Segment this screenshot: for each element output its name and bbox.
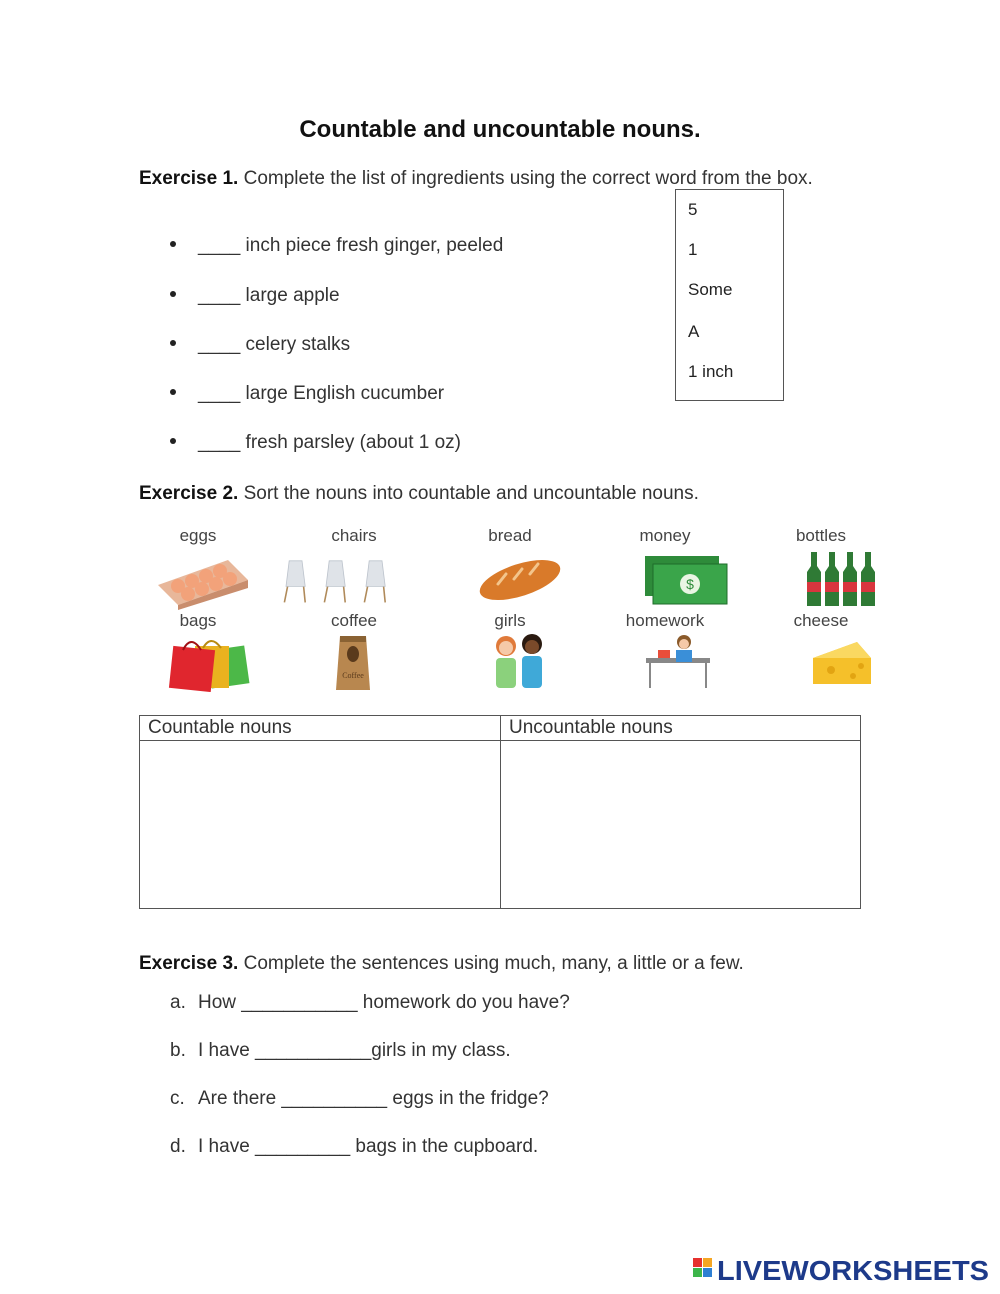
picture-label-bread: bread: [488, 526, 532, 545]
exercise2-label: Exercise 2.: [139, 483, 239, 504]
countable-header: Countable nouns: [140, 716, 501, 741]
logo-text: LIVEWORKSHEETS: [717, 1255, 989, 1286]
liveworksheets-logo: [693, 1252, 993, 1286]
picture-label-cheese: cheese: [793, 611, 849, 630]
ingredient-item: ____ fresh parsley (about 1 oz): [170, 432, 461, 454]
chairs-image: [278, 550, 398, 610]
homework-image: [618, 632, 738, 692]
ingredient-item: ____ large apple: [170, 285, 340, 307]
sorting-table: [139, 715, 861, 909]
svg-text:$: $: [686, 576, 694, 592]
coffee-bag-image: [294, 632, 414, 692]
page-title: Countable and uncountable nouns.: [299, 116, 701, 143]
picture-label-coffee: coffee: [330, 611, 377, 630]
bags-image: [155, 632, 275, 692]
picture-label-bottles: bottles: [795, 526, 847, 545]
exercise2-instruction: [139, 480, 699, 508]
picture-label-girls: girls: [494, 611, 526, 630]
countable-answer-cell[interactable]: [140, 741, 501, 909]
sentence-item: b. I have ___________girls in my class.: [170, 1040, 511, 1061]
exercise2-text: Sort the nouns into countable and uncountable nouns.: [243, 483, 699, 504]
girls-image: [460, 632, 580, 692]
sentence-item: c. Are there __________ eggs in the fridge?: [170, 1088, 549, 1109]
word-option[interactable]: 1 inch: [688, 362, 734, 381]
exercise1-label: Exercise 1.: [139, 168, 239, 189]
money-image: [625, 550, 745, 610]
picture-label-homework: homework: [625, 611, 705, 630]
svg-text:Coffee: Coffee: [342, 671, 364, 680]
bread-image: [460, 550, 580, 610]
ingredient-item: ____ large English cucumber: [170, 383, 444, 405]
ingredient-item: ____ inch piece fresh ginger, peeled: [170, 235, 503, 257]
eggs-tray-image: [148, 550, 268, 610]
cheese-image: [781, 632, 901, 692]
exercise3-text: Complete the sentences using much, many, a little or a few.: [243, 953, 744, 974]
exercise3-instruction: [139, 950, 744, 978]
sentence-item: d. I have _________ bags in the cupboard.: [170, 1136, 539, 1157]
word-option[interactable]: 1: [688, 240, 698, 259]
word-option[interactable]: 5: [688, 200, 698, 219]
word-box: [675, 189, 784, 401]
sentence-item: a. How ___________ homework do you have?: [170, 992, 570, 1013]
bottles-image: [781, 548, 901, 608]
exercise1-text: Complete the list of ingredients using the correct word from the box.: [243, 168, 813, 189]
picture-label-eggs: eggs: [179, 526, 217, 545]
picture-label-chairs: chairs: [331, 526, 377, 545]
uncountable-header: Uncountable nouns: [501, 716, 861, 741]
uncountable-answer-cell[interactable]: [501, 741, 861, 909]
exercise3-label: Exercise 3.: [139, 953, 239, 974]
word-option[interactable]: A: [688, 322, 700, 341]
word-option[interactable]: Some: [688, 280, 733, 299]
ingredient-item: ____ celery stalks: [170, 334, 350, 356]
picture-label-bags: bags: [179, 611, 217, 630]
picture-label-money: money: [639, 526, 691, 545]
logo-badge-icon: [693, 1258, 712, 1277]
